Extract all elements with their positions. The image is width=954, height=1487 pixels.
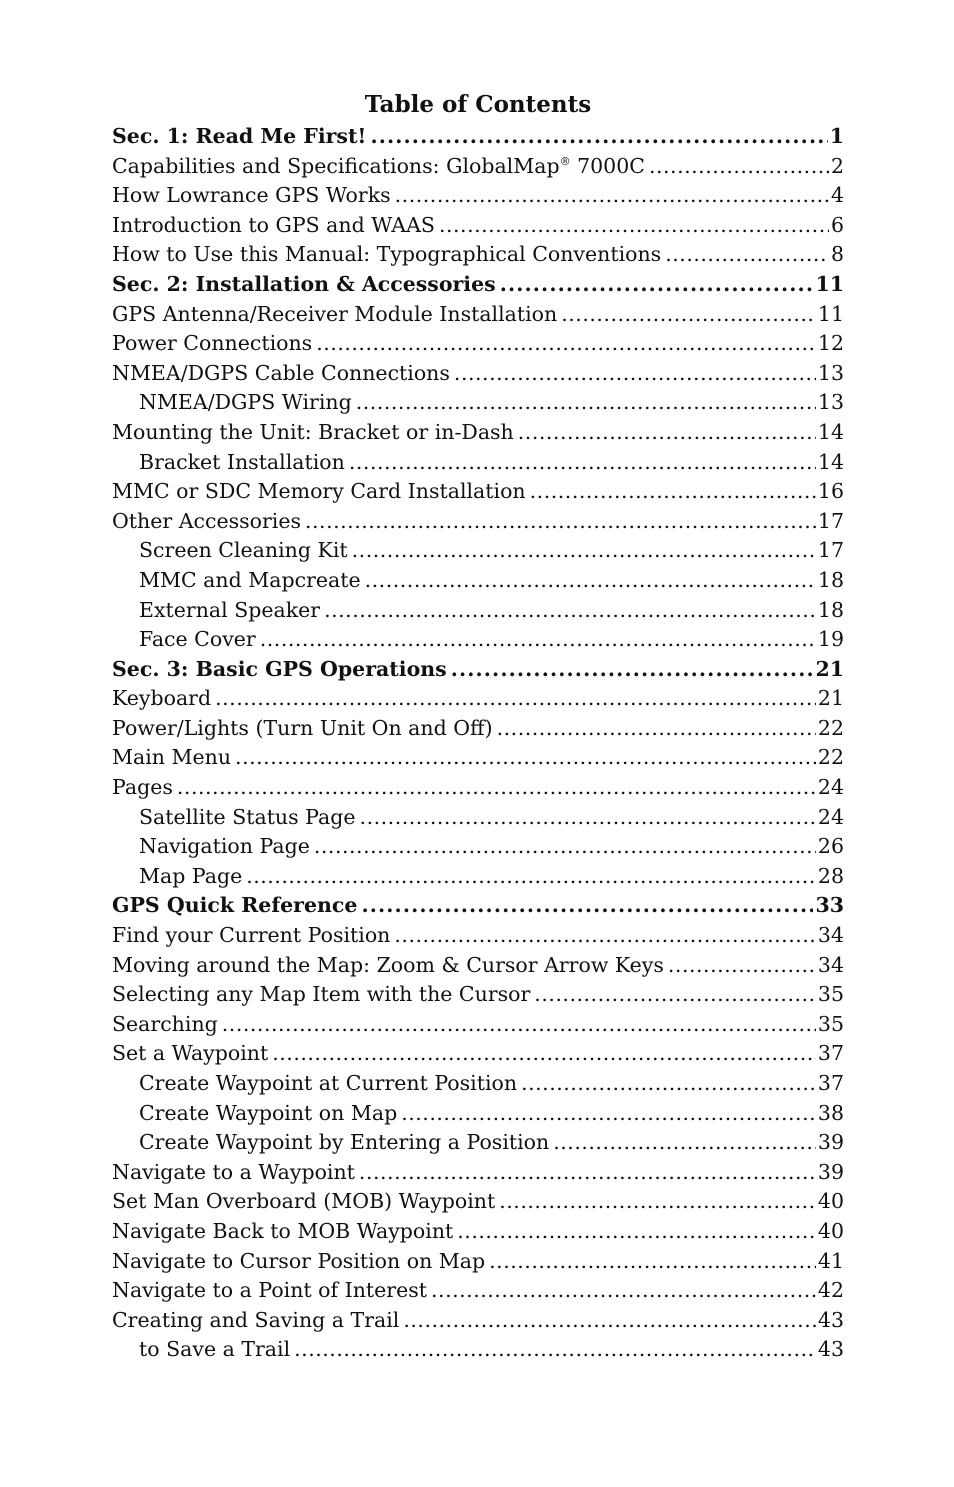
toc-entry-page-number: 37: [817, 1041, 844, 1066]
toc-entry-label: [112, 1247, 485, 1277]
toc-entry-title: Other Accessories: [112, 508, 301, 533]
toc-page: [112, 88, 844, 1365]
dot-leader: [497, 714, 816, 744]
dot-leader: [349, 448, 816, 478]
toc-entry-page-number: 18: [817, 597, 844, 622]
toc-entry-page-number: 24: [817, 775, 844, 800]
toc-entry[interactable]: [112, 1335, 844, 1365]
toc-entry-title: Navigate to a Point of Interest: [112, 1278, 427, 1303]
toc-entry-page-number: 43: [817, 1337, 844, 1362]
toc-entry-title: Sec. 2: Installation & Accessories: [112, 271, 496, 296]
toc-entry-page-number: 17: [817, 508, 844, 533]
toc-entry-title: Bracket Installation: [139, 449, 345, 474]
dot-leader: [356, 388, 816, 418]
toc-entry-label: [112, 1158, 355, 1188]
dot-leader: [324, 596, 816, 626]
toc-entry-label: [139, 1069, 517, 1099]
toc-entry-label: [139, 803, 356, 833]
toc-entry-page-number: 43: [817, 1307, 844, 1332]
dot-leader: [451, 655, 814, 685]
dot-leader: [360, 803, 816, 833]
dot-leader: [316, 329, 816, 359]
toc-entry[interactable]: [112, 181, 844, 211]
toc-entry[interactable]: [112, 951, 844, 981]
toc-entry-label: [139, 448, 345, 478]
toc-entry[interactable]: [112, 773, 844, 803]
toc-entry[interactable]: [112, 1158, 844, 1188]
dot-leader: [500, 270, 814, 300]
toc-entry[interactable]: [112, 980, 844, 1010]
toc-entry-title: GPS Antenna/Receiver Module Installation: [112, 301, 558, 326]
toc-entry-label: [112, 1276, 427, 1306]
toc-entry-page-number: 17: [817, 538, 844, 563]
toc-entry-title: GPS Quick Reference: [112, 893, 358, 918]
toc-entry[interactable]: [112, 359, 844, 389]
toc-entry-label: [139, 832, 310, 862]
toc-entry[interactable]: [112, 566, 844, 596]
toc-entry-title: Create Waypoint on Map: [139, 1100, 398, 1125]
dot-leader: [561, 300, 816, 330]
toc-entry[interactable]: [112, 891, 844, 921]
toc-list: [112, 122, 844, 1365]
toc-entry[interactable]: [112, 1306, 844, 1336]
toc-entry-page-number: 40: [817, 1189, 844, 1214]
toc-entry-page-number: 24: [817, 804, 844, 829]
toc-entry-label: [112, 329, 312, 359]
dot-leader: [272, 1039, 816, 1069]
dot-leader: [235, 743, 816, 773]
dot-leader: [260, 625, 816, 655]
dot-leader: [246, 862, 816, 892]
dot-leader: [649, 152, 829, 182]
toc-entry-page-number: 38: [817, 1100, 844, 1125]
toc-entry[interactable]: [112, 1276, 844, 1306]
toc-entry-label: [112, 1039, 268, 1069]
toc-entry-title: Moving around the Map: Zoom & Cursor Arrow Keys: [112, 952, 664, 977]
toc-entry-page-number: 1: [829, 124, 844, 148]
toc-entry[interactable]: [112, 477, 844, 507]
dot-leader: [305, 507, 816, 537]
toc-entry-label: [112, 270, 496, 300]
toc-entry-title: Pages: [112, 775, 173, 800]
toc-entry[interactable]: [112, 152, 844, 182]
toc-entry-title: Face Cover: [139, 627, 256, 652]
toc-entry[interactable]: [112, 270, 844, 300]
toc-entry[interactable]: [112, 240, 844, 270]
toc-entry-page-number: 40: [817, 1218, 844, 1243]
toc-entry[interactable]: [112, 418, 844, 448]
toc-entry[interactable]: [112, 1247, 844, 1277]
toc-entry-page-number: 39: [817, 1159, 844, 1184]
dot-leader: [394, 921, 816, 951]
toc-entry-label: [139, 596, 320, 626]
dot-leader: [457, 1217, 816, 1247]
toc-entry-label: [139, 566, 361, 596]
toc-entry[interactable]: [112, 625, 844, 655]
dot-leader: [668, 951, 816, 981]
toc-entry-title: Capabilities and Specifications: GlobalMap: [112, 153, 560, 178]
toc-entry[interactable]: [112, 448, 844, 478]
toc-entry-label: [139, 536, 348, 566]
toc-entry-label: [112, 1010, 218, 1040]
toc-entry-page-number: 34: [817, 952, 844, 977]
toc-entry[interactable]: [112, 122, 844, 152]
toc-entry-title: Screen Cleaning Kit: [139, 538, 348, 563]
toc-entry-page-number: 28: [817, 863, 844, 888]
dot-leader: [359, 1158, 816, 1188]
toc-entry-label: [139, 1099, 397, 1129]
toc-entry[interactable]: [112, 536, 844, 566]
toc-entry-label: [112, 418, 514, 448]
dot-leader: [553, 1128, 816, 1158]
toc-entry-title-suffix: 7000C: [570, 153, 645, 178]
toc-entry-page-number: 11: [815, 271, 844, 296]
toc-entry-label: [112, 152, 645, 182]
toc-entry-title: Create Waypoint at Current Position: [139, 1071, 518, 1095]
toc-entry-page-number: 13: [817, 360, 844, 385]
toc-entry-label: [112, 951, 664, 981]
toc-entry-label: [112, 240, 661, 270]
toc-entry-title: Keyboard: [112, 686, 212, 711]
toc-entry-page-number: 35: [817, 982, 844, 1007]
toc-entry-label: [139, 625, 256, 655]
toc-entry-page-number: 11: [817, 301, 844, 326]
toc-entry[interactable]: [112, 1069, 844, 1099]
toc-entry-title: MMC and Mapcreate: [139, 567, 361, 592]
toc-entry-label: [139, 388, 352, 418]
toc-entry[interactable]: [112, 329, 844, 359]
dot-leader: [454, 359, 816, 389]
toc-entry-page-number: 39: [817, 1130, 844, 1155]
toc-entry-title: Navigate Back to MOB Waypoint: [112, 1218, 454, 1243]
dot-leader: [361, 891, 813, 921]
toc-entry[interactable]: [112, 921, 844, 951]
toc-entry-label: [112, 684, 211, 714]
toc-entry-title: Sec. 1: Read Me First!: [112, 124, 367, 148]
toc-entry-title: Navigation Page: [139, 834, 310, 859]
toc-entry[interactable]: [112, 1039, 844, 1069]
toc-entry-label: [112, 921, 390, 951]
toc-entry-page-number: 33: [815, 893, 844, 918]
toc-entry-title: Set a Waypoint: [112, 1041, 269, 1066]
dot-leader: [395, 181, 829, 211]
dot-leader: [401, 1099, 816, 1129]
toc-entry-title: NMEA/DGPS Wiring: [139, 390, 352, 415]
toc-entry[interactable]: [112, 803, 844, 833]
toc-entry-page-number: 37: [817, 1071, 844, 1095]
toc-entry-title: How Lowrance GPS Works: [112, 183, 391, 208]
toc-entry-title: Selecting any Map Item with the Cursor: [112, 982, 531, 1007]
toc-entry-label: [139, 1128, 549, 1158]
toc-entry-page-number: 6: [830, 212, 844, 237]
toc-entry-page-number: 2: [830, 153, 844, 178]
toc-entry[interactable]: [112, 1099, 844, 1129]
dot-leader: [431, 1276, 816, 1306]
toc-entry-page-number: 16: [817, 479, 844, 504]
toc-entry-title: Map Page: [139, 863, 243, 888]
dot-leader: [499, 1187, 816, 1217]
toc-entry[interactable]: [112, 684, 844, 714]
toc-entry-label: [112, 743, 231, 773]
toc-entry-label: [112, 507, 301, 537]
toc-entry-page-number: 22: [817, 745, 844, 770]
dot-leader: [518, 418, 816, 448]
toc-entry-title: to Save a Trail: [139, 1337, 291, 1362]
dot-leader: [215, 684, 816, 714]
toc-entry-title: MMC or SDC Memory Card Installation: [112, 479, 526, 504]
registered-trademark-mark: ®: [559, 154, 571, 168]
toc-entry[interactable]: [112, 1217, 844, 1247]
toc-entry-label: [139, 862, 242, 892]
toc-entry-title: Mounting the Unit: Bracket or in-Dash: [112, 419, 514, 444]
toc-entry-page-number: 14: [817, 419, 844, 444]
dot-leader: [365, 566, 816, 596]
toc-entry-page-number: 41: [817, 1248, 844, 1273]
toc-entry-title: Power Connections: [112, 331, 313, 356]
toc-entry-label: [139, 1335, 290, 1365]
toc-entry-label: [112, 980, 530, 1010]
toc-entry-page-number: 21: [817, 686, 844, 711]
dot-leader: [530, 477, 816, 507]
page-title: Table of Contents: [364, 91, 592, 118]
toc-entry-title: NMEA/DGPS Cable Connections: [112, 360, 450, 385]
toc-entry-page-number: 35: [817, 1011, 844, 1036]
toc-entry-page-number: 21: [815, 656, 844, 681]
toc-entry-label: [112, 655, 447, 685]
toc-entry-page-number: 14: [817, 449, 844, 474]
dot-leader: [314, 832, 816, 862]
toc-entry-label: [112, 773, 173, 803]
toc-entry-page-number: 26: [817, 834, 844, 859]
toc-entry-title: Satellite Status Page: [139, 804, 356, 829]
toc-entry-page-number: 42: [817, 1278, 844, 1303]
toc-entry[interactable]: [112, 1010, 844, 1040]
dot-leader: [489, 1247, 816, 1277]
toc-entry-page-number: 19: [817, 627, 844, 652]
toc-entry[interactable]: [112, 714, 844, 744]
toc-entry-label: [112, 477, 526, 507]
toc-entry[interactable]: [112, 596, 844, 626]
toc-entry-label: [112, 1217, 453, 1247]
toc-entry[interactable]: [112, 862, 844, 892]
dot-leader: [294, 1335, 816, 1365]
toc-entry-page-number: 34: [817, 923, 844, 948]
dot-leader: [370, 122, 827, 152]
toc-entry-page-number: 13: [817, 390, 844, 415]
toc-entry[interactable]: [112, 655, 844, 685]
dot-leader: [403, 1306, 816, 1336]
toc-entry-title: Navigate to Cursor Position on Map: [112, 1248, 486, 1273]
toc-entry-label: [112, 181, 391, 211]
toc-entry-title: Set Man Overboard (MOB) Waypoint: [112, 1189, 496, 1214]
dot-leader: [521, 1069, 816, 1099]
toc-entry[interactable]: [112, 832, 844, 862]
dot-leader: [439, 211, 829, 241]
toc-entry-title: Power/Lights (Turn Unit On and Off): [112, 715, 493, 740]
toc-entry-title: Find your Current Position: [112, 923, 391, 948]
toc-entry-title: Navigate to a Waypoint: [112, 1159, 355, 1184]
toc-entry[interactable]: [112, 1187, 844, 1217]
toc-entry-title: External Speaker: [139, 597, 321, 622]
toc-entry-title: Main Menu: [112, 745, 232, 770]
toc-entry-label: [112, 1306, 399, 1336]
toc-entry-title: Introduction to GPS and WAAS: [112, 212, 435, 237]
toc-entry[interactable]: [112, 300, 844, 330]
toc-entry-title: How to Use this Manual: Typographical Conventions: [112, 242, 662, 267]
toc-entry-label: [112, 359, 450, 389]
toc-entry-page-number: 18: [817, 567, 844, 592]
toc-entry-label: [112, 1187, 495, 1217]
toc-entry-title: Create Waypoint by Entering a Position: [139, 1130, 550, 1155]
dot-leader: [534, 980, 816, 1010]
toc-entry-title: Searching: [112, 1011, 218, 1036]
toc-entry-page-number: 8: [830, 242, 844, 267]
dot-leader: [665, 240, 829, 270]
dot-leader: [222, 1010, 816, 1040]
toc-entry[interactable]: [112, 388, 844, 418]
toc-entry-label: [112, 122, 366, 152]
toc-entry-page-number: 4: [830, 183, 844, 208]
toc-entry-page-number: 12: [817, 331, 844, 356]
toc-entry[interactable]: [112, 743, 844, 773]
dot-leader: [352, 536, 816, 566]
toc-entry-page-number: 22: [817, 715, 844, 740]
toc-entry-label: [112, 300, 557, 330]
toc-entry-title: Sec. 3: Basic GPS Operations: [112, 656, 447, 681]
toc-entry-label: [112, 211, 435, 241]
dot-leader: [177, 773, 816, 803]
toc-entry[interactable]: [112, 507, 844, 537]
toc-entry[interactable]: [112, 1128, 844, 1158]
toc-entry-label: [112, 891, 357, 921]
toc-entry-title: Creating and Saving a Trail: [112, 1307, 400, 1332]
toc-entry[interactable]: [112, 211, 844, 241]
toc-entry-label: [112, 714, 493, 744]
